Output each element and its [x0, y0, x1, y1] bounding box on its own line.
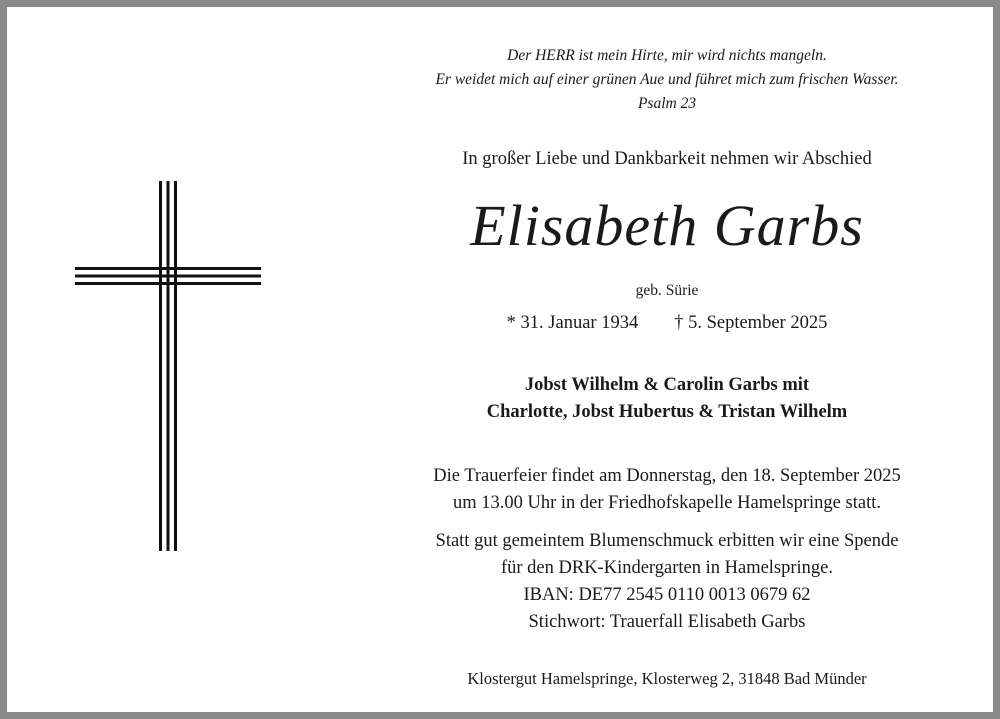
psalm-line-1: Der HERR ist mein Hirte, mir wird nichts mangeln. — [507, 47, 827, 64]
deceased-name: Elisabeth Garbs — [470, 193, 864, 258]
maiden-name: geb. Sürie — [635, 282, 699, 299]
donation-line-1: Statt gut gemeintem Blumenschmuck erbitten wir eine Spende — [435, 531, 899, 551]
death-date: † 5. September 2025 — [674, 313, 828, 333]
psalm-reference: Psalm 23 — [637, 95, 697, 112]
latin-cross-icon — [75, 181, 261, 551]
donation-line-2: für den DRK-Kindergarten in Hamelspringe. — [500, 558, 834, 578]
psalm-line-2: Er weidet mich auf einer grünen Aue und führet mich zum frischen Wasser. — [435, 71, 899, 88]
donation-iban: IBAN: DE77 2545 0110 0013 0679 62 — [523, 585, 811, 605]
mourners-line-1: Jobst Wilhelm & Carolin Garbs mit — [524, 375, 810, 395]
life-dates — [327, 313, 1000, 334]
donation-keyword: Stichwort: Trauerfall Elisabeth Garbs — [528, 612, 806, 632]
funeral-line-1: Die Trauerfeier findet am Donnerstag, den 18. September 2025 — [433, 466, 901, 486]
mourners-line-2: Charlotte, Jobst Hubertus & Tristan Wilhelm — [486, 402, 848, 422]
birth-date: * 31. Januar 1934 — [506, 313, 639, 333]
funeral-line-2: um 13.00 Uhr in der Friedhofskapelle Hamelspringe statt. — [453, 493, 881, 513]
address: Klostergut Hamelspringe, Klosterweg 2, 31848 Bad Münder — [467, 669, 867, 688]
farewell-intro: In großer Liebe und Dankbarkeit nehmen wir Abschied — [462, 149, 872, 169]
